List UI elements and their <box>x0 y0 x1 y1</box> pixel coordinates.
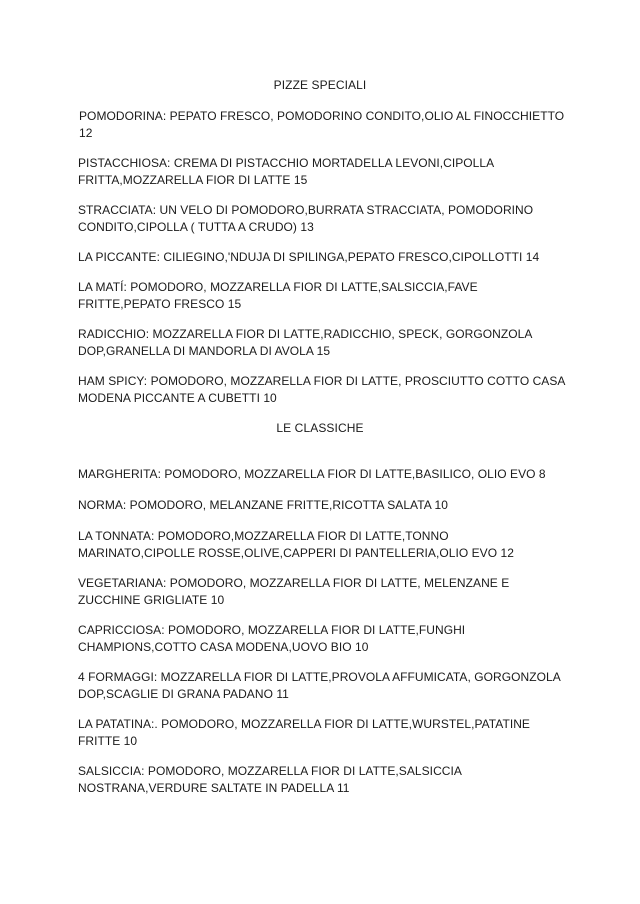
menu-item-pistacchiosa: PISTACCHIOSA: CREMA DI PISTACCHIO MORTADELLA LEVONI,CIPOLLA FRITTA,MOZZARELLA FIOR DI LATTE 15 <box>78 156 494 187</box>
section-title-pizze-speciali: PIZZE SPECIALI <box>273 78 367 92</box>
menu-item-norma: NORMA: POMODORO, MELANZANE FRITTE,RICOTTA SALATA 10 <box>78 498 448 512</box>
menu-item-ham-spicy: HAM SPICY: POMODORO, MOZZARELLA FIOR DI LATTE, PROSCIUTTO COTTO CASA MODENA PICCANTE A CUBETTI 10 <box>78 374 565 405</box>
menu-item-la-tonnata: LA TONNATA: POMODORO,MOZZARELLA FIOR DI LATTE,TONNO MARINATO,CIPOLLE ROSSE,OLIVE,CAPPERI DI PANTELLERIA,OLIO EVO 12 <box>78 529 514 560</box>
menu-item-la-patatina: LA PATATINA:. POMODORO, MOZZARELLA FIOR DI LATTE,WURSTEL,PATATINE FRITTE 10 <box>78 717 530 748</box>
menu-item-pomodorina: POMODORINA: PEPATO FRESCO, POMODORINO CONDITO,OLIO AL FINOCCHIETTO 12 <box>79 109 565 140</box>
menu-item-salsiccia: SALSICCIA: POMODORO, MOZZARELLA FIOR DI LATTE,SALSICCIA NOSTRANA,VERDURE SALTATE IN PADELLA 11 <box>78 764 462 795</box>
menu-item-capricciosa: CAPRICCIOSA: POMODORO, MOZZARELLA FIOR DI LATTE,FUNGHI CHAMPIONS,COTTO CASA MODENA,UOVO BIO 10 <box>78 623 466 654</box>
menu-item-la-piccante: LA PICCANTE: CILIEGINO,'NDUJA DI SPILINGA,PEPATO FRESCO,CIPOLLOTTI 14 <box>78 250 540 264</box>
menu-item-4-formaggi: 4 FORMAGGI: MOZZARELLA FIOR DI LATTE,PROVOLA AFFUMICATA, GORGONZOLA DOP,SCAGLIE DI GRANA PADANO 11 <box>78 670 561 701</box>
menu-item-margherita: MARGHERITA: POMODORO, MOZZARELLA FIOR DI LATTE,BASILICO, OLIO EVO 8 <box>78 467 546 481</box>
section-title-le-classiche: LE CLASSICHE <box>276 421 364 435</box>
menu-item-la-mati: LA MATÍ: POMODORO, MOZZARELLA FIOR DI LATTE,SALSICCIA,FAVE FRITTE,PEPATO FRESCO 15 <box>78 280 478 311</box>
menu-item-radicchio: RADICCHIO: MOZZARELLA FIOR DI LATTE,RADICCHIO, SPECK, GORGONZOLA DOP,GRANELLA DI MANDORLA DI AVOLA 15 <box>78 327 532 358</box>
menu-item-stracciata: STRACCIATA: UN VELO DI POMODORO,BURRATA STRACCIATA, POMODORINO CONDITO,CIPOLLA ( TUTTA A CRUDO) 13 <box>78 203 534 234</box>
menu-item-vegetariana: VEGETARIANA: POMODORO, MOZZARELLA FIOR DI LATTE, MELENZANE E ZUCCHINE GRIGLIATE 10 <box>78 576 510 607</box>
